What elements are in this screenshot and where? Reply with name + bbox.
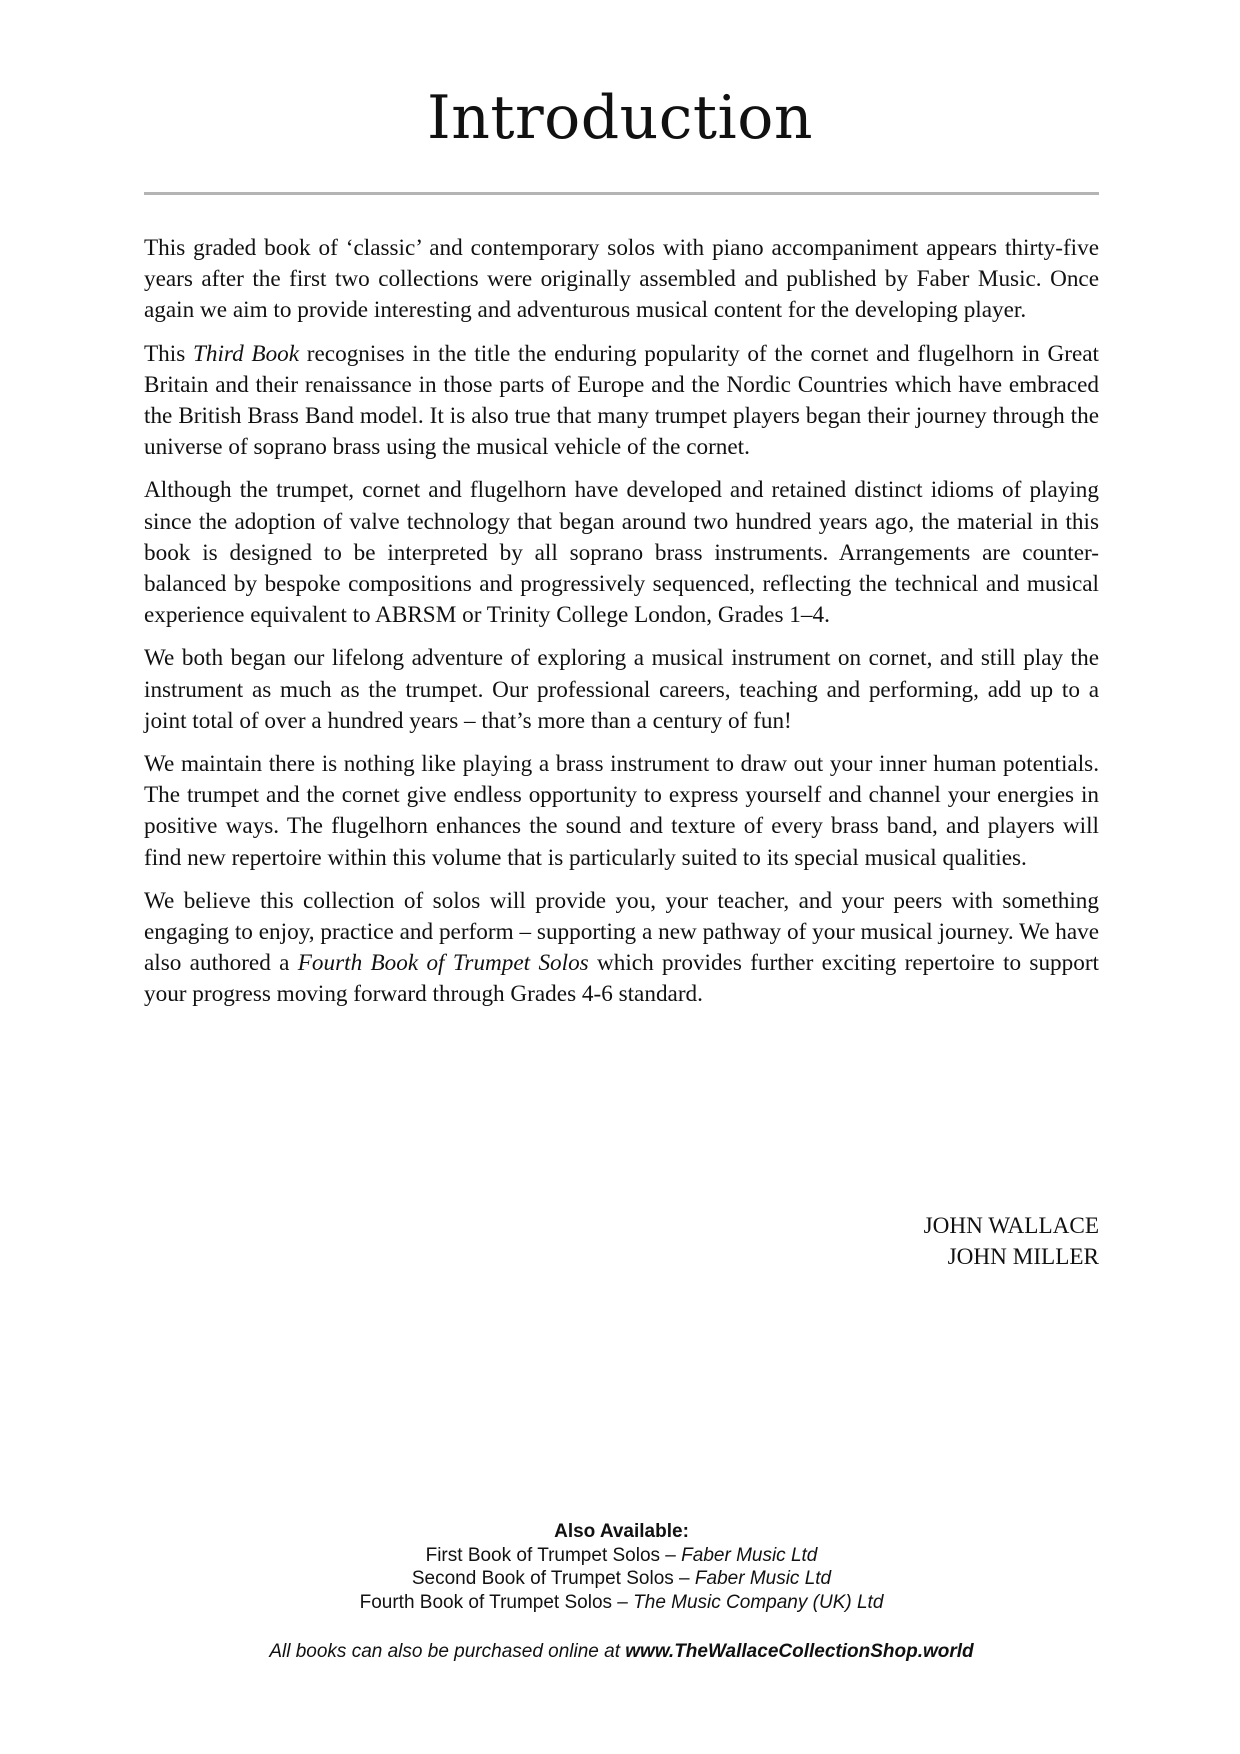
book-title-emphasis: Third Book: [192, 340, 300, 367]
paragraph-text: We both began our lifelong adventure of exploring a musical instrument on cornet, and still play the instrument as much as the trumpet. Our professional careers, teaching and performing, add up to a joint total of over a hundred years – that’s more than a century of fun!: [144, 645, 1099, 734]
paragraph-3: [144, 475, 1099, 631]
paragraph-text: This: [144, 340, 193, 367]
book-title: Second Book of Trumpet Solos –: [411, 1568, 695, 1589]
paragraph-6: [144, 886, 1099, 1011]
paragraph-5: [144, 749, 1099, 874]
publisher-name: Faber Music Ltd: [694, 1568, 832, 1589]
book-title: First Book of Trumpet Solos –: [425, 1544, 682, 1566]
paragraph-4: [144, 643, 1099, 737]
author-name: JOHN WALLACE: [923, 1213, 1099, 1239]
title-divider: [144, 192, 1099, 195]
author-name: JOHN MILLER: [947, 1244, 1099, 1270]
purchase-note: [144, 1641, 1099, 1663]
paragraph-text: recognises in the title the enduring popularity of the cornet and flugelhorn in Great Britain and their renaissance in those parts of Europe and the Nordic Countries which have embraced the British Brass Band model. It is also true that many trumpet players began their journey through the universe of soprano brass using the musical vehicle of the cornet.: [144, 340, 1099, 461]
book-title-emphasis: Fourth Book of Trumpet Solos: [297, 950, 589, 977]
also-available-item: [144, 1567, 1099, 1591]
paragraph-text: This graded book of ‘classic’ and contemporary solos with piano accompaniment appears thirty-five years after the first two collections were originally assembled and published by Faber Music. Once again we aim to provide interesting and adventurous musical content for the developing player.: [144, 235, 1099, 324]
shop-url: www.TheWallaceCollectionShop.world: [625, 1641, 974, 1662]
also-available-item: [144, 1544, 1099, 1568]
book-title: Fourth Book of Trumpet Solos –: [359, 1591, 634, 1613]
also-available-item: [144, 1591, 1099, 1615]
publisher-name: Faber Music Ltd: [681, 1544, 818, 1566]
page-title: Introduction: [427, 83, 813, 153]
paragraph-text: We believe this collection of solos will provide you, your teacher, and your peers with something engaging to enjoy, practice and perform – supporting a new pathway of your musical journey. We have also authored a: [144, 887, 1099, 977]
paragraph-1: [144, 233, 1099, 327]
introduction-body: [144, 233, 1099, 1023]
paragraph-2: [144, 339, 1099, 464]
purchase-text: All books can also be purchased online at: [269, 1641, 626, 1662]
paragraph-text: which provides further exciting repertoire to support your progress moving forward through Grades 4-6 standard.: [144, 950, 1099, 1008]
author-signature: [144, 1211, 1099, 1273]
also-available-section: [144, 1520, 1099, 1614]
paragraph-text: We maintain there is nothing like playing a brass instrument to draw out your inner human potentials. The trumpet and the cornet give endless opportunity to express yourself and channel your energies in positive ways. The flugelhorn enhances the sound and texture of every brass band, and players will find new repertoire within this volume that is particularly suited to its special musical qualities.: [144, 751, 1099, 871]
also-available-heading: Also Available:: [554, 1521, 689, 1542]
paragraph-text: Although the trumpet, cornet and flugelhorn have developed and retained distinct idioms of playing since the adoption of valve technology that began around two hundred years ago, the material in this book is designed to be interpreted by all soprano brass instruments. Arrangements are counter-balanced by bespoke compositions and progressively sequenced, reflecting the technical and musical experience equivalent to ABRSM or Trinity College London, Grades 1–4.: [144, 477, 1099, 629]
publisher-name: The Music Company (UK) Ltd: [633, 1591, 884, 1613]
